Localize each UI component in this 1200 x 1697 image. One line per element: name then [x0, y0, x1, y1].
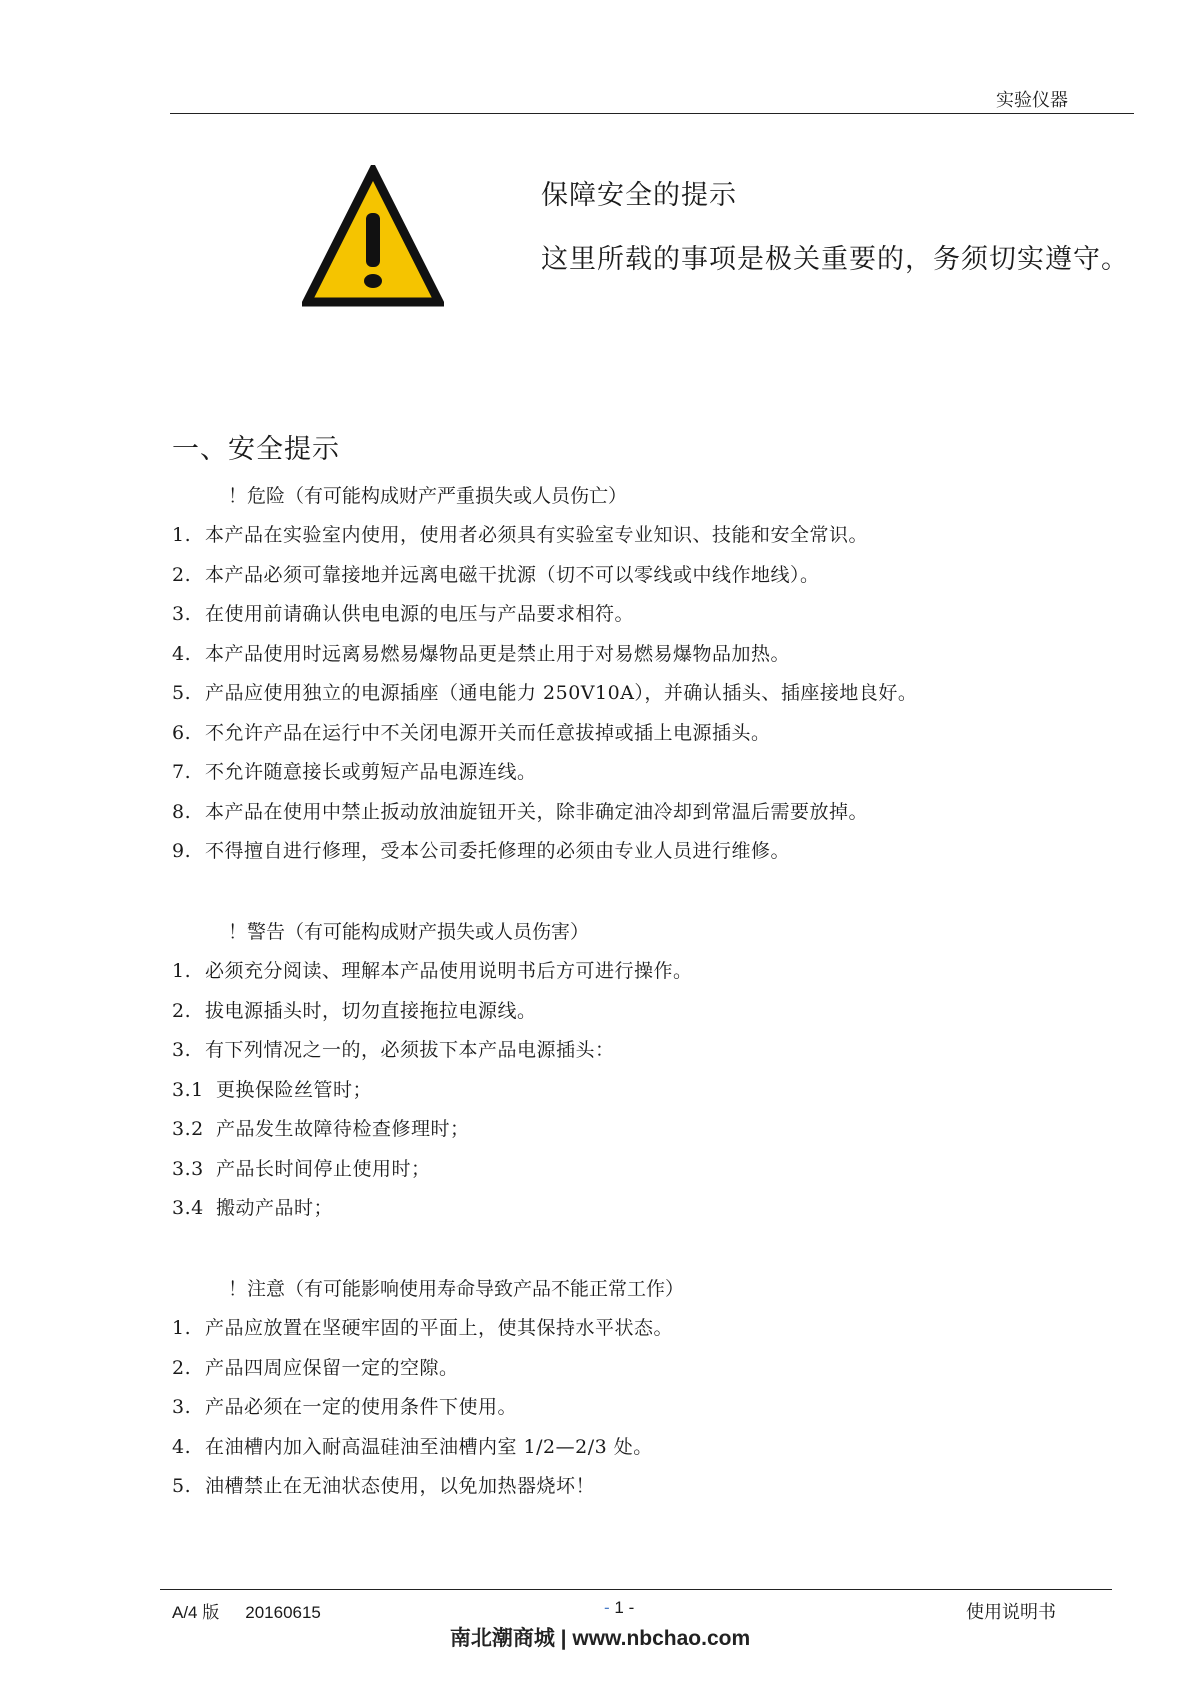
list-item [172, 1031, 693, 1071]
list-item-text: 本产品在实验室内使用，使用者必须具有实验室专业知识、技能和安全常识。 [205, 524, 869, 546]
list-item-number: 5. [172, 1475, 192, 1497]
caution-list [172, 1269, 684, 1507]
list-item-number: 4. [172, 1435, 192, 1458]
list-item [172, 1467, 684, 1507]
danger-title: ！危险（有可能构成财产严重损失或人员伤亡） [228, 485, 628, 507]
list-item-number: 9. [172, 840, 192, 862]
list-item [172, 832, 917, 872]
list-item-text: 搬动产品时； [216, 1197, 334, 1219]
list-item [172, 952, 693, 992]
safety-tip-title: 保障安全的提示 [541, 180, 737, 211]
safety-tip-body: 这里所载的事项是极关重要的，务须切实遵守。 [541, 244, 1129, 275]
list-item-number: 3.1 [172, 1078, 204, 1101]
list-item [172, 793, 917, 833]
list-item-text: 在使用前请确认供电电源的电压与产品要求相符。 [205, 603, 635, 625]
list-item-text: 拔电源插头时，切勿直接拖拉电源线。 [205, 999, 537, 1022]
list-item [172, 1428, 684, 1468]
list-item-number: 7. [172, 761, 192, 783]
list-item [172, 1150, 693, 1190]
list-item [172, 1071, 693, 1111]
footer-page-number [604, 1598, 634, 1618]
list-item-number: 1. [172, 1317, 192, 1339]
header-rule [170, 113, 1134, 114]
page-prefix: - [604, 1598, 610, 1617]
list-item-text: 产品应使用独立的电源插座（通电能力 250V10A），并确认插头、插座接地良好。 [205, 682, 918, 704]
list-item-number: 3.2 [172, 1118, 204, 1140]
list-item-number: 6. [172, 721, 192, 744]
warning-list [172, 912, 693, 1229]
list-item-number: 8. [172, 800, 192, 823]
danger-list [172, 476, 917, 872]
list-item-text: 产品发生故障待检查修理时； [216, 1118, 470, 1140]
list-item-text: 在油槽内加入耐高温硅油至油槽内室 1/2—2/3 处。 [205, 1435, 653, 1458]
footer-manual: 使用说明书 [966, 1602, 1056, 1623]
list-item-number: 3. [172, 603, 192, 625]
page-suffix: - [628, 1598, 635, 1617]
list-item-number: 3. [172, 1396, 192, 1418]
list-item-number: 2. [172, 999, 192, 1022]
list-item [172, 516, 917, 556]
footer-version-label: A/4 版 [172, 1603, 220, 1622]
list-item [172, 1309, 684, 1349]
header-label: 实验仪器 [996, 90, 1068, 111]
list-item-number: 1. [172, 960, 192, 982]
list-item-text: 产品长时间停止使用时； [216, 1157, 431, 1180]
list-item-text: 不得擅自进行修理，受本公司委托修理的必须由专业人员进行维修。 [205, 840, 791, 862]
list-item-text: 本产品在使用中禁止扳动放油旋钮开关，除非确定油冷却到常温后需要放掉。 [205, 800, 869, 823]
list-item [172, 1110, 693, 1150]
list-item-text: 本产品使用时远离易燃易爆物品更是禁止用于对易燃易爆物品加热。 [205, 642, 791, 665]
list-item [172, 1349, 684, 1389]
list-item-text: 产品四周应保留一定的空隙。 [205, 1356, 459, 1379]
section-heading: 一、安全提示 [172, 434, 340, 465]
list-item-text: 产品应放置在坚硬牢固的平面上，使其保持水平状态。 [205, 1317, 674, 1339]
list-item-text: 不允许随意接长或剪短产品电源连线。 [205, 761, 537, 783]
list-item-number: 1. [172, 524, 192, 546]
list-item [172, 556, 917, 596]
list-item-number: 3. [172, 1039, 192, 1061]
list-item [172, 1388, 684, 1428]
list-item-number: 3.4 [172, 1197, 204, 1219]
list-item-number: 2. [172, 1356, 192, 1379]
list-item-text: 产品必须在一定的使用条件下使用。 [205, 1396, 518, 1418]
warning-title: ！警告（有可能构成财产损失或人员伤害） [228, 921, 590, 943]
list-item-text: 必须充分阅读、理解本产品使用说明书后方可进行操作。 [205, 960, 693, 982]
caution-title: ！注意（有可能影响使用寿命导致产品不能正常工作） [228, 1278, 685, 1300]
list-item-number: 4. [172, 642, 192, 665]
list-item [172, 753, 917, 793]
list-item-text: 不允许产品在运行中不关闭电源开关而任意拔掉或插上电源插头。 [205, 721, 771, 744]
list-item [172, 635, 917, 675]
page-number: 1 [614, 1598, 624, 1617]
list-item-text: 本产品必须可靠接地并远离电磁干扰源（切不可以零线或中线作地线）。 [205, 563, 820, 586]
list-item-text: 有下列情况之一的，必须拔下本产品电源插头： [205, 1039, 615, 1061]
list-item-number: 2. [172, 563, 192, 586]
list-item [172, 992, 693, 1032]
list-item [172, 1189, 693, 1229]
list-item-text: 更换保险丝管时； [216, 1078, 373, 1101]
list-item [172, 714, 917, 754]
watermark: 南北潮商城 | www.nbchao.com [449, 1627, 751, 1650]
footer-version [172, 1598, 347, 1623]
list-item [172, 595, 917, 635]
footer-date: 20160615 [245, 1603, 321, 1622]
footer-rule [160, 1589, 1112, 1590]
list-item-text: 油槽禁止在无油状态使用，以免加热器烧坏！ [205, 1475, 596, 1497]
list-item-number: 5. [172, 682, 192, 704]
warning-triangle-icon [302, 165, 444, 308]
list-item [172, 674, 917, 714]
list-item-number: 3.3 [172, 1157, 204, 1180]
